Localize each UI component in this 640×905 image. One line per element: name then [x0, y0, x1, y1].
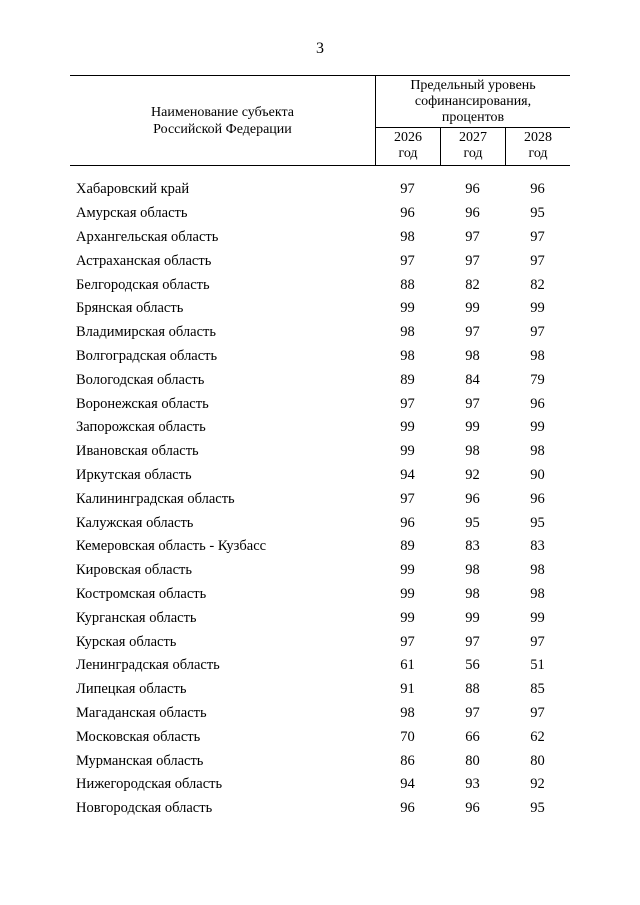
value-2027: 96	[465, 181, 480, 198]
table-row	[70, 559, 570, 583]
value-2027: 56	[465, 657, 480, 674]
value-2027: 66	[465, 728, 480, 745]
value-2027: 98	[465, 585, 480, 602]
table-row	[70, 749, 570, 773]
table-row	[70, 392, 570, 416]
subject-name: Иркутская область	[76, 466, 192, 483]
subject-name: Волгоградская область	[76, 347, 218, 364]
subject-name: Магаданская область	[76, 704, 207, 721]
subject-name: Курганская область	[76, 609, 197, 626]
table-row	[70, 440, 570, 464]
value-2027: 98	[465, 562, 480, 579]
value-2028: 82	[530, 276, 545, 293]
subject-name: Белгородская область	[76, 276, 210, 293]
value-2027: 99	[465, 419, 480, 436]
subject-name: Мурманская область	[76, 752, 204, 769]
table-row	[70, 226, 570, 250]
subject-name: Кемеровская область - Кузбасс	[76, 538, 267, 555]
value-2028: 95	[530, 205, 545, 222]
table-row	[70, 273, 570, 297]
table-row	[70, 773, 570, 797]
cofinancing-level-header: Предельный уровень софинансирования, процентов	[375, 76, 570, 128]
value-2028: 80	[530, 752, 545, 769]
value-2028: 97	[530, 704, 545, 721]
value-2026: 96	[400, 205, 415, 222]
subject-name: Астраханская область	[76, 252, 212, 269]
subject-name: Хабаровский край	[76, 181, 190, 198]
value-2028: 92	[530, 776, 545, 793]
table-row	[70, 416, 570, 440]
value-2028: 96	[530, 395, 545, 412]
value-2028: 99	[530, 300, 545, 317]
value-2026: 96	[400, 800, 415, 817]
table-row	[70, 178, 570, 202]
value-2027: 98	[465, 443, 480, 460]
subject-name: Запорожская область	[76, 419, 206, 436]
value-2028: 95	[530, 800, 545, 817]
value-2026: 99	[400, 562, 415, 579]
value-2026: 97	[400, 633, 415, 650]
value-2028: 97	[530, 324, 545, 341]
table-body	[70, 178, 570, 821]
value-2027: 96	[465, 800, 480, 817]
value-2027: 82	[465, 276, 480, 293]
value-2027: 96	[465, 490, 480, 507]
value-2028: 98	[530, 347, 545, 364]
value-2027: 83	[465, 538, 480, 555]
value-2027: 80	[465, 752, 480, 769]
value-2028: 98	[530, 585, 545, 602]
value-2028: 51	[530, 657, 545, 674]
table-header	[70, 75, 570, 166]
year-header-2028: 2028 год	[505, 128, 570, 165]
subject-name: Владимирская область	[76, 324, 216, 341]
page-number: 3	[316, 40, 324, 57]
value-2028: 96	[530, 490, 545, 507]
table-row	[70, 606, 570, 630]
value-2027: 99	[465, 609, 480, 626]
table-row	[70, 797, 570, 821]
value-2028: 96	[530, 181, 545, 198]
value-2026: 94	[400, 776, 415, 793]
value-2026: 99	[400, 443, 415, 460]
year-header-2027: 2027 год	[440, 128, 505, 165]
value-2027: 97	[465, 252, 480, 269]
subject-name: Курская область	[76, 633, 177, 650]
value-2027: 93	[465, 776, 480, 793]
table-row	[70, 511, 570, 535]
value-2026: 98	[400, 228, 415, 245]
table-row	[70, 249, 570, 273]
value-2028: 97	[530, 228, 545, 245]
subject-name: Кировская область	[76, 562, 193, 579]
subject-name: Московская область	[76, 728, 201, 745]
value-2026: 91	[400, 681, 415, 698]
value-2026: 97	[400, 395, 415, 412]
value-2026: 98	[400, 324, 415, 341]
year-header-row	[375, 128, 570, 165]
table-row	[70, 654, 570, 678]
value-2026: 98	[400, 704, 415, 721]
value-2028: 83	[530, 538, 545, 555]
value-2027: 95	[465, 514, 480, 531]
table-row	[70, 702, 570, 726]
subject-name: Липецкая область	[76, 681, 187, 698]
value-2028: 85	[530, 681, 545, 698]
value-2026: 97	[400, 490, 415, 507]
value-2026: 99	[400, 300, 415, 317]
value-2028: 99	[530, 609, 545, 626]
table-row	[70, 464, 570, 488]
value-2026: 97	[400, 181, 415, 198]
value-2028: 98	[530, 562, 545, 579]
value-2026: 88	[400, 276, 415, 293]
table-row	[70, 297, 570, 321]
subject-name: Нижегородская область	[76, 776, 223, 793]
subject-name: Ивановская область	[76, 443, 199, 460]
subject-name: Вологодская область	[76, 371, 205, 388]
value-2028: 79	[530, 371, 545, 388]
subject-name: Брянская область	[76, 300, 184, 317]
value-2026: 99	[400, 609, 415, 626]
table-row	[70, 487, 570, 511]
table-row	[70, 630, 570, 654]
value-2028: 98	[530, 443, 545, 460]
subject-column-header: Наименование субъекта Российской Федерации	[151, 104, 294, 137]
subject-name: Воронежская область	[76, 395, 209, 412]
table-row	[70, 368, 570, 392]
table-row	[70, 202, 570, 226]
value-2026: 86	[400, 752, 415, 769]
year-header-2026: 2026 год	[375, 128, 440, 165]
value-2026: 96	[400, 514, 415, 531]
table-row	[70, 345, 570, 369]
value-2027: 98	[465, 347, 480, 364]
value-2028: 95	[530, 514, 545, 531]
value-2026: 94	[400, 466, 415, 483]
value-2026: 70	[400, 728, 415, 745]
value-2026: 89	[400, 538, 415, 555]
value-2027: 88	[465, 681, 480, 698]
value-2026: 99	[400, 419, 415, 436]
value-2027: 92	[465, 466, 480, 483]
value-2027: 97	[465, 704, 480, 721]
value-2027: 97	[465, 633, 480, 650]
subject-name: Калининградская область	[76, 490, 235, 507]
value-2027: 99	[465, 300, 480, 317]
table-row	[70, 583, 570, 607]
value-2027: 96	[465, 205, 480, 222]
table-row	[70, 535, 570, 559]
subject-name: Ленинградская область	[76, 657, 220, 674]
value-2028: 99	[530, 419, 545, 436]
value-2026: 61	[400, 657, 415, 674]
value-2027: 84	[465, 371, 480, 388]
table-row	[70, 321, 570, 345]
subject-name: Костромская область	[76, 585, 207, 602]
value-2028: 97	[530, 633, 545, 650]
value-2026: 89	[400, 371, 415, 388]
value-2028: 62	[530, 728, 545, 745]
table-row	[70, 725, 570, 749]
subject-name: Амурская область	[76, 205, 188, 222]
subject-name: Архангельская область	[76, 228, 219, 245]
subject-name: Калужская область	[76, 514, 194, 531]
table-row	[70, 678, 570, 702]
value-2026: 97	[400, 252, 415, 269]
value-2027: 97	[465, 324, 480, 341]
value-2026: 98	[400, 347, 415, 364]
value-2028: 90	[530, 466, 545, 483]
subject-name: Новгородская область	[76, 800, 213, 817]
value-2027: 97	[465, 228, 480, 245]
value-2026: 99	[400, 585, 415, 602]
value-2028: 97	[530, 252, 545, 269]
value-2027: 97	[465, 395, 480, 412]
